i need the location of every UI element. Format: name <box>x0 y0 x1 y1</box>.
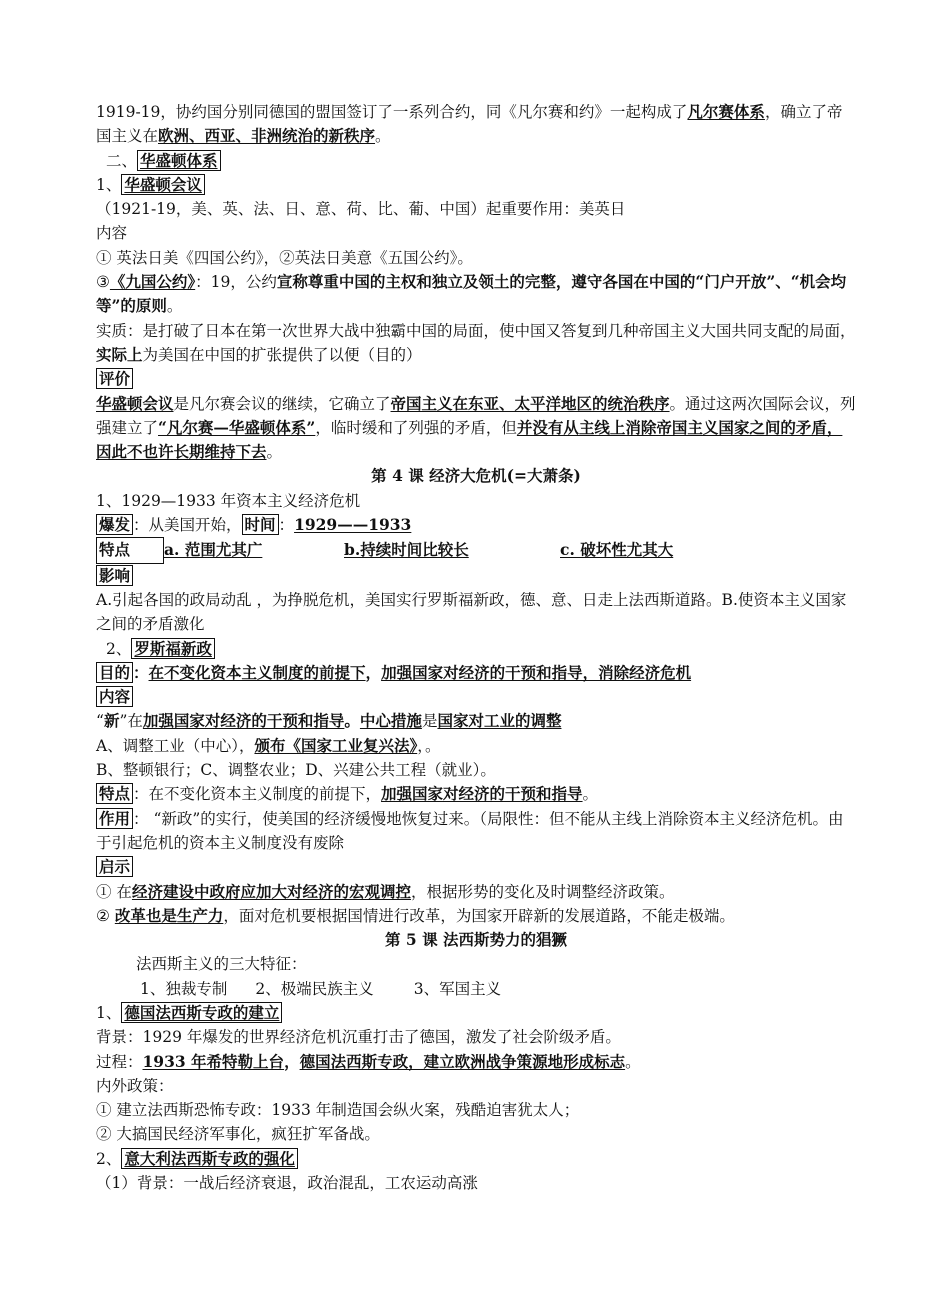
text: 。 <box>375 127 391 146</box>
list-item-nine-power-treaty <box>96 270 856 319</box>
text: 。 <box>625 1052 641 1071</box>
text: ， <box>284 1051 300 1071</box>
paragraph-evaluation <box>96 392 856 465</box>
heading-number: 2、 <box>106 639 132 658</box>
purpose-line <box>96 661 856 685</box>
feature-b: b.持续时间比较长 <box>344 540 469 560</box>
label-evaluation <box>96 367 856 391</box>
text: 是 <box>421 712 438 731</box>
list-item: 1、独裁专制 <box>140 979 228 998</box>
label-enlightenment <box>96 855 856 879</box>
text: 过程： <box>96 1052 143 1071</box>
text: ① 在 <box>96 882 132 901</box>
term-time: 1929——1933 <box>294 515 412 535</box>
term: 中心措施 <box>359 711 422 731</box>
heading-washington-system <box>96 149 856 173</box>
term: 1933 年希特勒上台 <box>142 1051 285 1071</box>
germany-policies-label: 内外政策： <box>96 1076 174 1095</box>
term-versailles-system: 凡尔赛体系 <box>687 102 765 121</box>
feature-c: c. 破坏性尤其大 <box>560 540 674 560</box>
text: ： <box>133 662 149 682</box>
term: 德国法西斯专政，建立欧洲战争策源地形成标志 <box>299 1051 626 1071</box>
term-new-order: 欧洲、西亚、非洲统治的新秩序 <box>158 126 376 146</box>
text: ② <box>96 906 115 925</box>
term: 改革也是生产力 <box>114 905 224 925</box>
term: 加强国家对经济的干预和指导 <box>381 784 583 804</box>
label-box: 评价 <box>96 368 133 389</box>
label-box: 特点 <box>96 537 164 563</box>
heading-title: 华盛顿会议 <box>121 174 205 195</box>
label-box: 启示 <box>96 856 133 877</box>
text: 。 <box>344 711 360 731</box>
heading-title: 意大利法西斯专政的强化 <box>121 1148 298 1169</box>
text: 。通过这两次国际会议，列强建立了 <box>96 394 856 437</box>
label-influence <box>96 564 856 588</box>
outbreak-line <box>96 513 856 537</box>
label-box: 爆发 <box>96 514 133 535</box>
text: ： <box>278 516 295 535</box>
text: ，。 <box>417 736 441 755</box>
text: “ <box>96 712 104 731</box>
heading-number: 二、 <box>106 151 138 170</box>
list-item-treaties: ① 英法日美《四国公约》，②英法日美意《五国公约》。 <box>96 248 473 267</box>
label-content-2 <box>96 685 856 709</box>
list-item: 3、军国主义 <box>413 979 502 998</box>
term: 经济建设中政府应加大对经济的宏观调控 <box>131 881 411 901</box>
germany-policy-2: ② 大搞国民经济军事化，疯狂扩军备战。 <box>96 1125 380 1144</box>
label-box: 目的 <box>96 662 133 683</box>
text: 。 <box>582 785 599 804</box>
term-order: 帝国主义在东亚、太平洋地区的统治秩序 <box>390 393 670 413</box>
fascism-features-title: 法西斯主义的三大特征： <box>136 955 307 974</box>
label-box: 内容 <box>96 686 133 707</box>
text-bold: 宣称尊重中国的主权和独立及领土的完整，遵守各国在中国的“门户开放”、“机会均等”的原则 <box>96 272 847 316</box>
text-bold: 新 <box>103 711 120 731</box>
term: 在不变化资本主义制度的前提下 <box>148 662 366 682</box>
text: ：在不变化资本主义制度的前提下， <box>133 785 382 804</box>
heading-germany <box>96 1001 856 1025</box>
lesson-4-section-1: 1、1929—1933 年资本主义经济危机 <box>96 491 361 510</box>
list-item-b: B、整顿银行；C、调整农业；D、兴建公共工程（就业）。 <box>96 761 496 780</box>
text: 。 <box>166 297 183 316</box>
heading-italy <box>96 1147 856 1171</box>
list-item: 2、极端民族主义 <box>255 979 374 998</box>
heading-roosevelt <box>96 637 856 661</box>
text: 为美国在中国的扩张提供了以便（目的） <box>142 345 422 364</box>
text-bold: 实际上 <box>96 344 143 364</box>
enlightenment-2 <box>96 904 856 928</box>
label-box: 影响 <box>96 565 133 586</box>
term: 国家对工业的调整 <box>437 711 562 731</box>
text: ，面对危机要根据国情进行改革，为国家开辟新的发展道路，不能走极端。 <box>223 906 735 925</box>
text: ，根据形势的变化及时调整经济政策。 <box>410 882 675 901</box>
label-box: 时间 <box>242 514 279 535</box>
term: 加强国家对经济的干预和指导，消除经济危机 <box>381 662 692 682</box>
germany-process <box>96 1050 856 1074</box>
feature-a: a. 范围尤其广 <box>164 540 263 560</box>
heading-number: 1、 <box>96 175 122 194</box>
text: ，临时缓和了列强的矛盾，但 <box>315 418 517 437</box>
lesson-5-title: 第 5 课 法西斯势力的猖獗 <box>385 930 567 950</box>
term-nine-power-treaty: 《九国公约》 <box>109 272 196 292</box>
text: ：从美国开始， <box>133 516 242 535</box>
enlightenment-1 <box>96 880 856 904</box>
italy-background: （1）背景：一战后经济衰退，政治混乱，工农运动高涨 <box>96 1174 478 1193</box>
text: ③ <box>96 273 110 292</box>
text: 1919-19，协约国分别同德国的盟国签订了一系列合约，同《凡尔赛和约》一起构成了 <box>96 103 688 121</box>
features-row <box>96 537 856 563</box>
effect-paragraph <box>96 807 856 856</box>
heading-number: 1、 <box>96 1003 122 1022</box>
term: 加强国家对经济的干预和指导 <box>142 711 345 731</box>
document-page <box>96 100 856 1195</box>
text: A、调整工业（中心）， <box>96 736 255 755</box>
heading-title: 德国法西斯专政的建立 <box>121 1002 282 1023</box>
lesson-4-title: 第 4 课 经济大危机(=大萧条) <box>371 466 581 486</box>
term-system: “凡尔赛—华盛顿体系” <box>158 417 316 437</box>
term-conclusion: 并没有从主线上消除帝国主义国家之间的矛盾，因此不也许长期维持下去 <box>96 417 843 462</box>
term: 颁布《国家工业复兴法》 <box>254 735 418 755</box>
text: ： “新政”的实行，使美国的经济缓慢地恢复过来。（局限性：但不能从主线上消除资本主义经济危机。由于引起危机的资本主义制度没有废除 <box>96 809 844 852</box>
term-washington-conference: 华盛顿会议 <box>96 393 174 413</box>
list-item-a <box>96 734 856 758</box>
text: 是凡尔赛会议的继续，它确立了 <box>173 394 391 413</box>
features-line-2 <box>96 782 856 806</box>
label-content: 内容 <box>96 224 128 243</box>
germany-policy-1: ① 建立法西斯恐怖专政：1933 年制造国会纵火案，残酷迫害犹太人； <box>96 1101 580 1120</box>
new-deal-line <box>96 709 856 733</box>
heading-washington-conference <box>96 173 856 197</box>
text: ：19，公约 <box>195 273 277 292</box>
paragraph-versailles <box>96 100 856 149</box>
text: ， <box>365 662 382 682</box>
conference-participants: （1921-19，美、英、法、日、意、荷、比、葡、中国）起重要作用：美英日 <box>96 200 626 219</box>
label-box: 特点 <box>96 783 133 804</box>
fascism-features-list <box>96 977 856 1001</box>
paragraph-influence: A.引起各国的政局动乱 ，为挣脱危机，美国实行罗斯福新政，德、意、日走上法西斯道路。B.使资本主义国家之间的矛盾激化 <box>96 590 847 634</box>
germany-background: 背景：1929 年爆发的世界经济危机沉重打击了德国，激发了社会阶级矛盾。 <box>96 1028 621 1047</box>
text: 。 <box>266 443 283 462</box>
heading-title: 华盛顿体系 <box>137 150 221 171</box>
label-box: 作用 <box>96 808 133 829</box>
paragraph-essence <box>96 319 856 368</box>
text: 实质：是打破了日本在第一次世界大战中独霸中国的局面，使中国又答复到几种帝国主义大国共同支配的局面， <box>96 321 856 340</box>
text: ”在 <box>119 712 143 731</box>
text: ，确立了帝国主义在 <box>96 103 843 146</box>
heading-title: 罗斯福新政 <box>131 638 215 659</box>
heading-number: 2、 <box>96 1149 122 1168</box>
